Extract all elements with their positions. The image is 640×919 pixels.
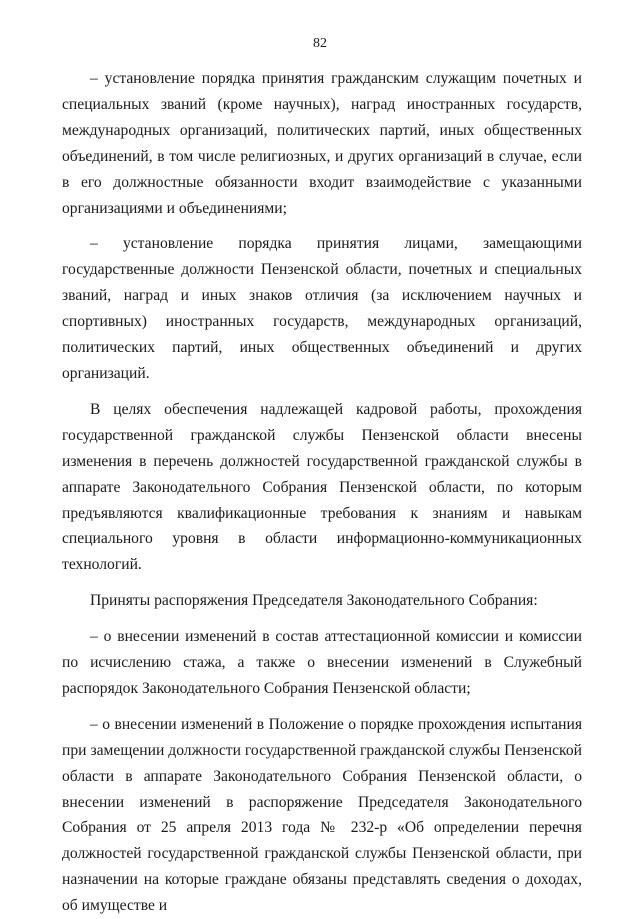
paragraph-6: – о внесении изменений в Положение о порядке прохождения испытания при замещении должности государственной гражданской службы Пензенской области в аппарате Законодательного Собрания Пензенской области, о внесении изменений в распоряжение Председателя Законодательного Собрания от 25 апреля 2013 года № 232-р «Об определении перечня должностей государственной гражданской службы Пензенской области, при назначении на которые граждане обязаны представлять сведения о доходах, об имуществе и [62,715,582,915]
paragraph-1: – установление порядка принятия гражданским служащим почетных и специальных званий (кроме научных), наград иностранных государств, международных организаций, политических партий, иных общественных объединений, в том числе религиозных, и других организаций в случае, если в его должностные обязанности входит взаимодействие с указанными организациями и объединениями; [62,70,582,217]
document-body [62,66,582,919]
page-number: 82 [313,36,327,51]
paragraph-5: – о внесении изменений в состав аттестационной комиссии и комиссии по исчислению стажа, а также о внесении изменений в Служебный распорядок Законодательного Собрания Пензенской области; [62,628,582,697]
paragraph-4: Приняты распоряжения Председателя Законодательного Собрания: [90,592,538,610]
paragraph-2: – установление порядка принятия лицами, замещающими государственные должности Пензенской области, почетных и специальных званий, наград и иных знаков отличия (за исключением научных и спортивных) иностранных государств, международных организаций, политических партий, иных общественных объединений и других организаций. [62,235,582,382]
paragraph-3: В целях обеспечения надлежащей кадровой работы, прохождения государственной гражданской службы Пензенской области внесены изменения в перечень должностей государственной гражданской службы в аппарате Законодательного Собрания Пензенской области, по которым предъявляются квалификационные требования к знаниям и навыкам специального уровня в области информационно-коммуникационных технологий. [62,400,582,574]
